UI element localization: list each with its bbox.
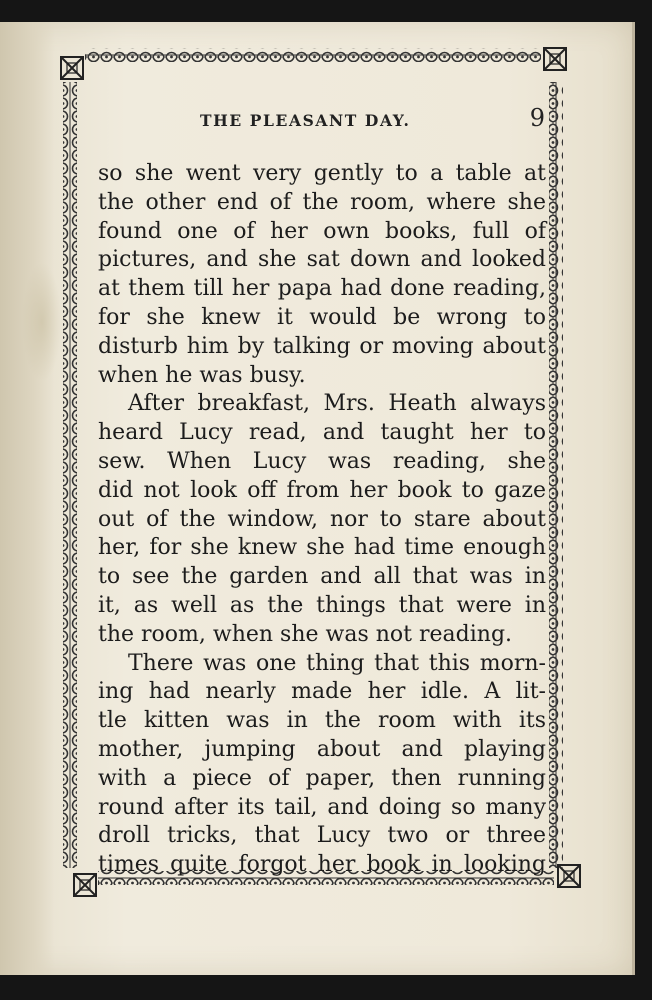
text-line: found one of her own books, full of [98, 218, 546, 244]
page-number: 9 [529, 104, 545, 132]
text-line: mother, jumping about and playing [98, 736, 546, 762]
page-header [200, 106, 545, 136]
text-line: out of the window, nor to stare about [98, 506, 546, 532]
corner-ornament-top-right [544, 48, 566, 70]
text-line: ing had nearly made her idle. A lit- [98, 679, 546, 705]
text-line: pictures, and she sat down and looked [98, 247, 546, 273]
text-line: round after its tail, and doing so many [98, 794, 546, 820]
text-line: to see the garden and all that was in [98, 564, 546, 590]
text-line: After breakfast, Mrs. Heath always [128, 391, 546, 417]
text-line: her, for she knew she had time enough [98, 535, 546, 561]
text-line: There was one thing that this morn- [128, 650, 546, 676]
text-line: tle kitten was in the room with its [98, 708, 546, 734]
corner-ornament-top-left [61, 57, 83, 79]
text-line: when he was busy. [98, 362, 306, 388]
text-line: the other end of the room, where she [98, 189, 546, 215]
body-text [98, 160, 546, 880]
text-line: for she knew it would be wrong to [98, 304, 546, 330]
corner-ornament-bottom-right [558, 865, 580, 887]
text-line: did not look off from her book to gaze [98, 477, 546, 503]
text-line: droll tricks, that Lucy two or three [98, 823, 546, 849]
text-line: at them till her papa had done reading, [98, 276, 546, 302]
corner-ornament-bottom-left [74, 874, 96, 896]
book-page [0, 22, 635, 975]
text-line: the room, when she was not reading. [98, 621, 513, 647]
text-line: with a piece of paper, then running [98, 765, 546, 791]
text-line: heard Lucy read, and taught her to [98, 420, 546, 446]
text-line: times quite forgot her book in looking [98, 852, 546, 878]
text-line: it, as well as the things that were in [98, 592, 546, 618]
running-head: THE PLEASANT DAY. [200, 111, 411, 130]
text-line: disturb him by talking or moving about [98, 333, 546, 359]
text-line: so she went very gently to a table at [98, 161, 546, 186]
text-line: sew. When Lucy was reading, she [98, 448, 546, 474]
